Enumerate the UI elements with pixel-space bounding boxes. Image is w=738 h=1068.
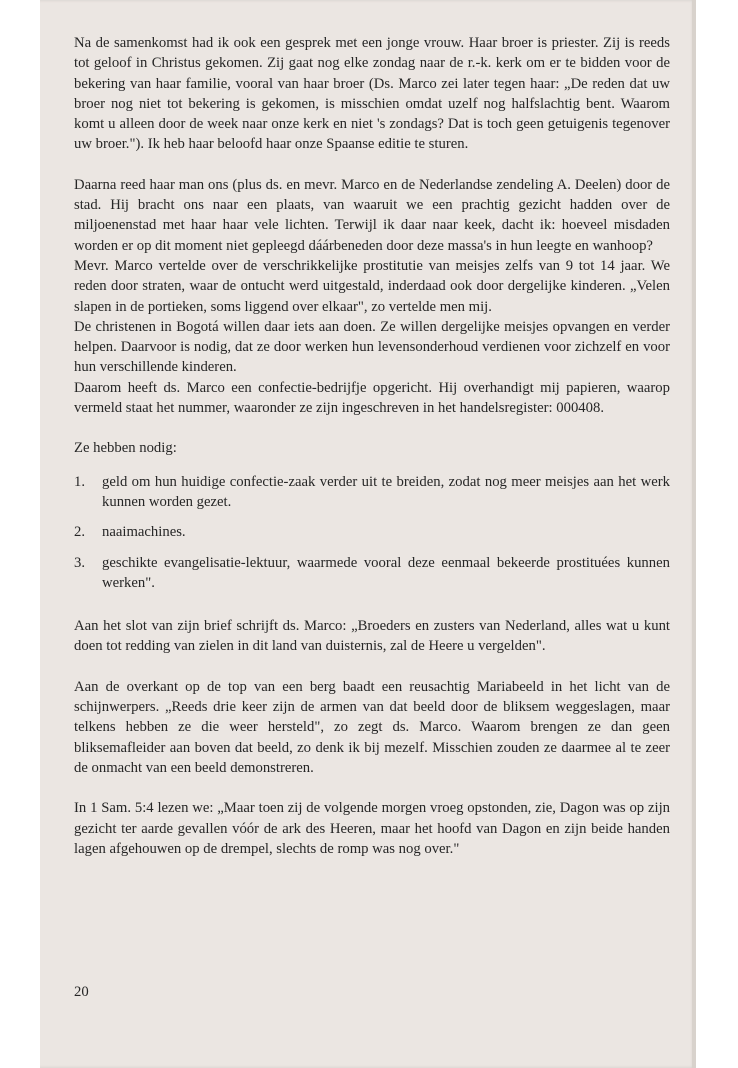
- list-item: [74, 522, 670, 542]
- paragraph-3: Mevr. Marco vertelde over de verschrikkelijke prostitutie van meisjes zelfs van 9 tot 14 jaar. We reden door straten, waar de ontucht werd uitgestald, inderdaad ook door dergelijke kinderen. „Velen slapen in de portieken, soms liggend over elkaar", zo vertelde men mij.: [74, 257, 670, 315]
- page-spine-shadow: [692, 0, 696, 1068]
- paragraph-9: In 1 Sam. 5:4 lezen we: „Maar toen zij de volgende morgen vroeg opstonden, zie, Dagon was op zijn gezicht ter aarde gevallen vóór de ark des Heeren, maar het hoofd van Dagon en zijn beide handen lagen afgehouwen op de drempel, slechts de romp was nog over.": [74, 800, 670, 857]
- list-item-number: 2.: [74, 524, 86, 541]
- list-item: [74, 472, 670, 513]
- list-item-text: naaimachines.: [102, 524, 186, 541]
- paragraph-2: Daarna reed haar man ons (plus ds. en mevr. Marco en de Nederlandse zendeling A. Deelen) door de stad. Hij bracht ons naar een plaats, van waaruit we een prachtig gezicht hadden over de miljoenenstad met haar haar vele lichten. Terwijl ik daar naar keek, dacht ik: hoeveel misdaden worden er op dit moment niet gepleegd dáárbeneden door deze massa's in hun leegte en wanhoop?: [74, 176, 670, 254]
- page-text: [74, 33, 670, 859]
- paragraph-4: De christenen in Bogotá willen daar iets aan doen. Ze willen dergelijke meisjes opvangen en verder helpen. Daarvoor is nodig, dat ze door werken hun levensonderhoud verdienen voor zichzelf en voor hun verschillende kinderen.: [74, 318, 670, 376]
- list-item-text: geld om hun huidige confectie-zaak verder uit te breiden, zodat nog meer meisjes aan het werk kunnen worden gezet.: [102, 473, 670, 510]
- needs-list: [74, 472, 670, 593]
- paragraph-7: Aan het slot van zijn brief schrijft ds. Marco: „Broeders en zusters van Nederland, alles wat u kunt doen tot redding van zielen in dit land van duisternis, zal de Heere u vergelden".: [74, 618, 670, 655]
- paragraph-8: Aan de overkant op de top van een berg baadt een reusachtig Mariabeeld in het licht van de schijnwerpers. „Reeds drie keer zijn de armen van dat beeld door de bliksem weggeslagen, maar telkens hebben ze die weer hersteld", zo zegt ds. Marco. Waarom brengen ze dan geen bliksemafleider aan boven dat beeld, zo denk ik bij mezelf. Misschien zouden ze daarmee al te zeer de onmacht van een beeld demonstreren.: [74, 678, 670, 776]
- page-number: 20: [74, 984, 89, 1000]
- paragraph-5: Daarom heeft ds. Marco een confectie-bedrijfje opgericht. Hij overhandigt mij papieren, waarop vermeld staat het nummer, waaronder ze zijn ingeschreven in het handelsregister: 000408.: [74, 379, 670, 417]
- paragraph-6: Ze hebben nodig:: [74, 440, 177, 457]
- list-item-text: geschikte evangelisatie-lektuur, waarmede vooral deze eenmaal bekeerde prostituées kunnen werken".: [102, 554, 670, 591]
- list-item-number: 3.: [74, 554, 86, 571]
- book-page: [40, 0, 696, 1068]
- paragraph-1: Na de samenkomst had ik ook een gesprek met een jonge vrouw. Haar broer is priester. Zij is reeds tot geloof in Christus gekomen. Zij gaat nog elke zondag naar de r.-k. kerk om er te bidden voor de bekering van haar familie, vooral van haar broer (Ds. Marco zei later tegen haar: „De reden dat uw broer nog niet tot bekering is gekomen, is misschien omdat uzelf nog halfslachtig bent. Waarom komt u alleen door de week naar onze kerk en niet 's zondags? Dat is toch geen getuigenis tegenover uw broer."). Ik heb haar beloofd haar onze Spaanse editie te sturen.: [74, 35, 670, 153]
- list-item: [74, 553, 670, 594]
- list-item-number: 1.: [74, 473, 86, 490]
